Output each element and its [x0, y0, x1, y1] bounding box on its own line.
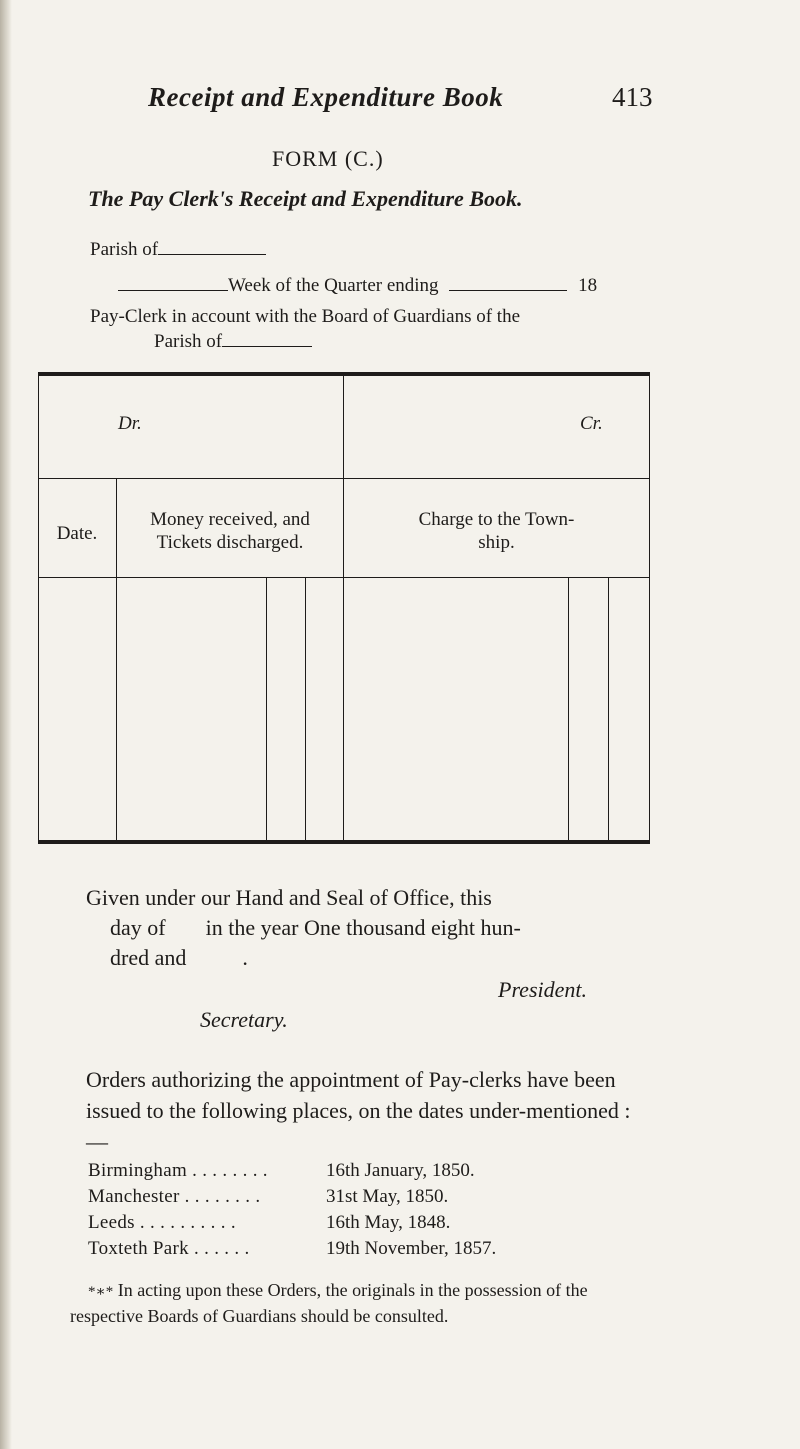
- parish-line: [90, 238, 266, 261]
- place-name: Birmingham . . . . . . . .: [88, 1160, 268, 1181]
- ledger-header-rule: [38, 478, 650, 479]
- parish-blank: [158, 238, 266, 255]
- charge-head-line-1: Charge to the Town-: [418, 509, 575, 530]
- place-date: 16th May, 1848.: [326, 1212, 451, 1233]
- week-line: [118, 274, 597, 297]
- place-row-manchester: [88, 1186, 448, 1208]
- attestation-line-1: Given under our Hand and Seal of Office, this: [86, 885, 492, 910]
- year-prefix: 18: [578, 275, 598, 296]
- money-shillings-rule: [266, 578, 267, 844]
- charge-column-head: [344, 508, 649, 554]
- money-column-head: [117, 508, 343, 554]
- money-pence-rule: [305, 578, 306, 844]
- debit-label: Dr.: [118, 413, 142, 434]
- attestation-line-2: [110, 912, 521, 943]
- place-date: 16th January, 1850.: [326, 1160, 475, 1181]
- charge-head-line-2: ship.: [478, 532, 515, 553]
- account-line-1: Pay-Clerk in account with the Board of Guardians of the: [90, 306, 521, 327]
- date-column-head: Date.: [56, 523, 98, 544]
- footnote-text: In acting upon these Orders, the originals in the possession of the respective Boards of Guardians should be consulted.: [70, 1280, 588, 1326]
- attestation-year-text: in the year One thousand eight hun-: [205, 915, 521, 940]
- account-line-2: [154, 330, 312, 353]
- parish-label: Parish of: [90, 239, 159, 260]
- attestation-day-of: day of: [110, 915, 166, 940]
- president-signature-label: President.: [498, 977, 587, 1002]
- place-row-birmingham: [88, 1160, 475, 1182]
- parish-label-2: Parish of: [154, 331, 223, 352]
- place-name: Manchester . . . . . . . .: [88, 1186, 261, 1207]
- form-id: FORM (C.): [272, 146, 384, 171]
- charge-pence-rule: [608, 578, 609, 844]
- book-title: The Pay Clerk's Receipt and Expenditure Book.: [88, 186, 523, 211]
- week-number-blank: [118, 274, 228, 291]
- week-label: Week of the Quarter ending: [228, 275, 439, 296]
- quarter-date-blank: [449, 274, 567, 291]
- footnote-marker: *∗*: [88, 1284, 114, 1300]
- charge-shillings-rule: [568, 578, 569, 844]
- running-title: Receipt and Expenditure Book: [148, 82, 504, 112]
- place-row-leeds: [88, 1212, 450, 1234]
- page-number: 413: [612, 82, 653, 112]
- attestation-line-3: [110, 942, 248, 973]
- money-head-line-1: Money received, and: [150, 509, 310, 530]
- footnote: [70, 1278, 650, 1328]
- parish-blank-2: [222, 330, 312, 347]
- ledger-subheader-rule: [38, 577, 650, 578]
- secretary-signature-label: Secretary.: [200, 1007, 288, 1032]
- orders-paragraph: Orders authorizing the appointment of Pay-clerks have been issued to the following places, on the dates under-mentioned :—: [86, 1067, 631, 1154]
- place-row-toxteth-park: [88, 1238, 496, 1260]
- ledger-top-rule: [38, 372, 650, 376]
- ledger-bottom-rule: [38, 840, 650, 844]
- ledger-table: [38, 372, 650, 844]
- place-date: 19th November, 1857.: [326, 1238, 497, 1259]
- money-head-line-2: Tickets discharged.: [156, 532, 304, 553]
- attestation-period: .: [242, 945, 248, 970]
- page-binding-edge: [0, 0, 12, 1449]
- place-date: 31st May, 1850.: [326, 1186, 449, 1207]
- place-name: Toxteth Park . . . . . .: [88, 1238, 250, 1259]
- attestation-dred-and: dred and: [110, 945, 187, 970]
- place-name: Leeds . . . . . . . . . .: [88, 1212, 236, 1233]
- ledger-right-edge: [649, 372, 650, 844]
- dr-cr-divider: [343, 372, 344, 844]
- ledger-left-edge: [38, 372, 39, 844]
- credit-label: Cr.: [580, 413, 603, 434]
